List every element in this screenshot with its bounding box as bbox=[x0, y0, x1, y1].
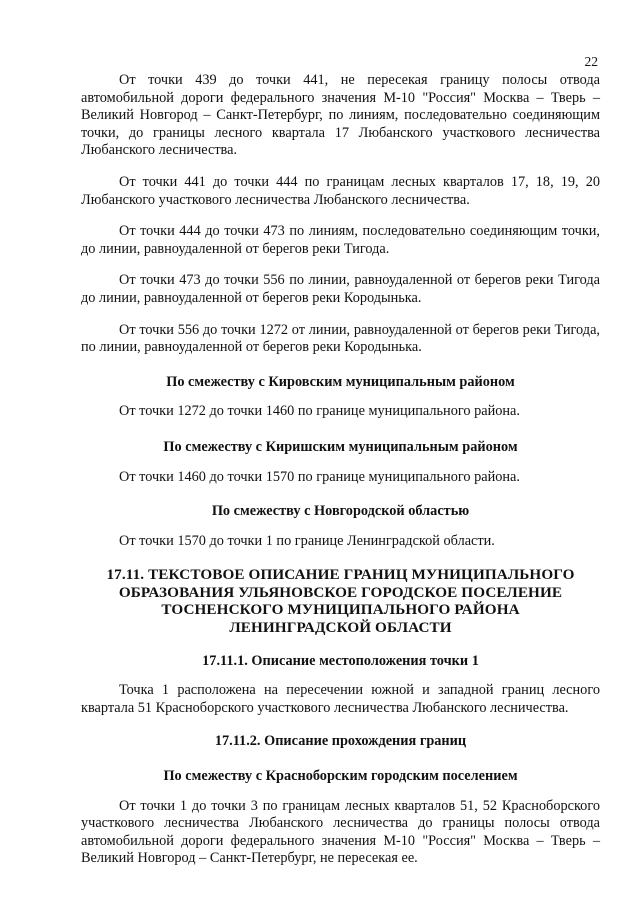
paragraph-439-441: От точки 439 до точки 441, не пересекая границу полосы отвода автомобильной дороги федерального значения М-10 "Россия" Москва – Тверь – Великий Новгород – Санкт-Петербург, по линиям, последовательно соединяющим точки, до границы лесного квартала 17 Любанского участкового лесничества Любанского лесничества. bbox=[81, 72, 600, 159]
paragraph-556-1272: От точки 556 до точки 1272 от линии, равноудаленной от берегов реки Тигода, по линии, равноудаленной от берегов реки Кородынька. bbox=[81, 321, 600, 356]
page-number: 22 bbox=[584, 54, 598, 69]
section-title-line: ОБРАЗОВАНИЯ УЛЬЯНОВСКОЕ ГОРОДСКОЕ ПОСЕЛЕНИЕ bbox=[118, 583, 563, 601]
heading-17-11-2: 17.11.2. Описание прохождения границ bbox=[214, 733, 467, 750]
section-title-line: ЛЕНИНГРАДСКОЙ ОБЛАСТИ bbox=[229, 619, 452, 637]
paragraph-1272-1460: От точки 1272 до точки 1460 по границе муниципального района. bbox=[119, 403, 520, 420]
paragraph-473-556: От точки 473 до точки 556 по линии, равноудаленной от берегов реки Тигода до линии, равноудаленной от берегов реки Кородынька. bbox=[81, 272, 600, 306]
section-title-line: 17.11. ТЕКСТОВОЕ ОПИСАНИЕ ГРАНИЦ МУНИЦИПАЛЬНОГО bbox=[106, 566, 575, 584]
paragraph-1460-1570: От точки 1460 до точки 1570 по границе муниципального района. bbox=[119, 468, 520, 485]
section-title-17-11 bbox=[81, 566, 600, 636]
paragraph-441-444: От точки 441 до точки 444 по границам лесных кварталов 17, 18, 19, 20 Любанского участкового лесничества Любанского лесничества. bbox=[81, 173, 600, 208]
document-body bbox=[81, 72, 600, 868]
heading-kirishsky: По смежеству с Киришским муниципальным районом bbox=[163, 438, 518, 455]
paragraph-1-3: От точки 1 до точки 3 по границам лесных кварталов 51, 52 Красноборского участкового лесничества Любанского лесничества до границы полосы отвода автомобильной дороги федерального значения М-10 "Россия" Москва – Тверь – Великий Новгород – Санкт-Петербург, не пересекая ее. bbox=[81, 797, 600, 867]
heading-17-11-1: 17.11.1. Описание местоположения точки 1 bbox=[202, 652, 479, 669]
paragraph-444-473: От точки 444 до точки 473 по линиям, последовательно соединяющим точки, до линии, равноудаленной от берегов реки Тигода. bbox=[81, 223, 600, 257]
heading-novgorod: По смежеству с Новгородской областью bbox=[211, 503, 470, 520]
paragraph-1570-1: От точки 1570 до точки 1 по границе Ленинградской области. bbox=[119, 532, 495, 549]
paragraph-point-1-location: Точка 1 расположена на пересечении южной и западной границ лесного квартала 51 Красноборского участкового лесничества Любанского лесничества. bbox=[81, 682, 600, 716]
heading-krasnobor: По смежеству с Красноборским городским поселением bbox=[163, 768, 518, 785]
heading-kirovsky: По смежеству с Кировским муниципальным районом bbox=[166, 373, 515, 390]
section-title-line: ТОСНЕНСКОГО МУНИЦИПАЛЬНОГО РАЙОНА bbox=[161, 601, 520, 619]
